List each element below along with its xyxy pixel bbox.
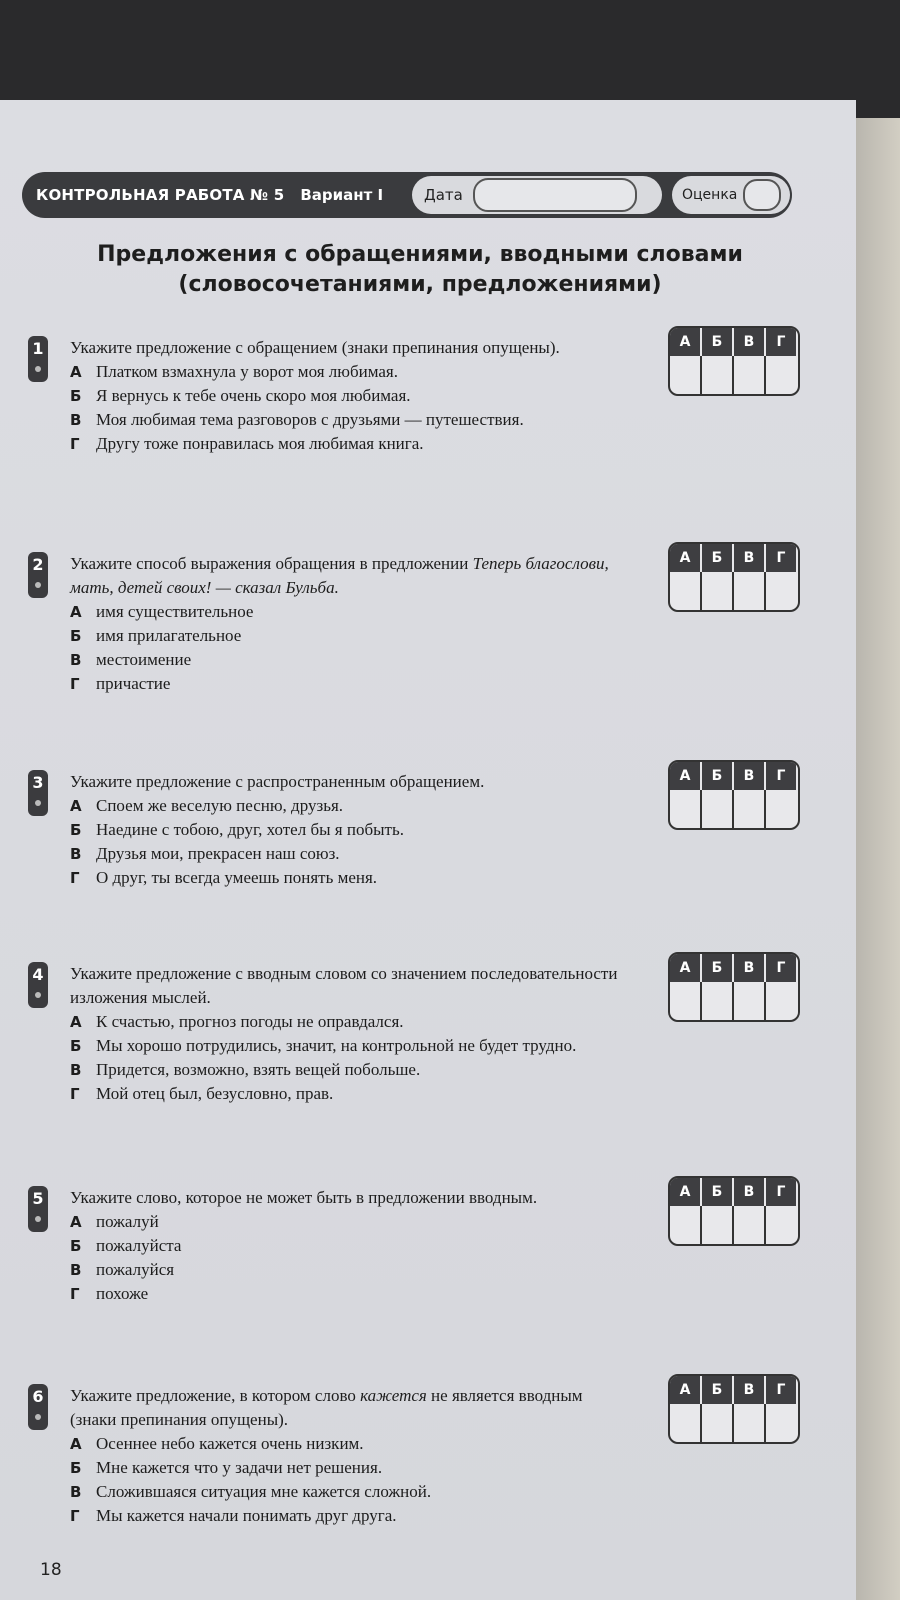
answer-grid bbox=[668, 1374, 800, 1444]
answer-cell[interactable] bbox=[734, 1404, 766, 1442]
page-number: 18 bbox=[40, 1560, 62, 1580]
option-a: А Споем же веселую песню, друзья. bbox=[70, 796, 344, 815]
answer-cell[interactable] bbox=[702, 356, 734, 394]
answer-cell[interactable] bbox=[766, 572, 798, 610]
grid-header-g: Г bbox=[766, 954, 798, 982]
answer-cell[interactable] bbox=[670, 790, 702, 828]
option-a: А Осеннее небо кажется очень низким. bbox=[70, 1434, 364, 1453]
grid-header-a: А bbox=[670, 544, 702, 572]
option-g: Г причастие bbox=[70, 674, 171, 693]
option-b: Б пожалуйста bbox=[70, 1236, 182, 1255]
option-v: В Сложившаяся ситуация мне кажется сложной. bbox=[70, 1482, 432, 1501]
question-number-badge: 4 bbox=[28, 962, 48, 1008]
grid-header-a: А bbox=[670, 328, 702, 356]
answer-cell[interactable] bbox=[734, 572, 766, 610]
grid-header-b: Б bbox=[702, 1178, 734, 1206]
question-text: Укажите предложение, в котором слово кажется не является вводным (знаки препинания опущены). bbox=[70, 1386, 583, 1429]
answer-cell[interactable] bbox=[702, 1404, 734, 1442]
date-label: Дата bbox=[424, 186, 463, 204]
question-3 bbox=[28, 770, 828, 890]
question-number-badge: 2 bbox=[28, 552, 48, 598]
question-text: Укажите предложение с вводным словом со значением последовательности изложения мыслей. bbox=[70, 964, 618, 1007]
grid-header-g: Г bbox=[766, 1178, 798, 1206]
option-g: Г похоже bbox=[70, 1284, 149, 1303]
option-v: В пожалуйся bbox=[70, 1260, 175, 1279]
grid-header-b: Б bbox=[702, 328, 734, 356]
option-g: Г Другу тоже понравилась моя любимая книга. bbox=[70, 434, 424, 453]
question-number-badge: 5 bbox=[28, 1186, 48, 1232]
option-g: Г О друг, ты всегда умеешь понять меня. bbox=[70, 868, 378, 887]
question-text: Укажите способ выражения обращения в предложении Теперь благослови, мать, детей своих! — сказал Бульба. bbox=[70, 554, 609, 597]
answer-cell[interactable] bbox=[670, 1404, 702, 1442]
answer-grid bbox=[668, 1176, 800, 1246]
answer-cell[interactable] bbox=[670, 356, 702, 394]
answer-cell[interactable] bbox=[734, 356, 766, 394]
option-a: А К счастью, прогноз погоды не оправдался. bbox=[70, 1012, 404, 1031]
answer-cell[interactable] bbox=[766, 1206, 798, 1244]
grid-header-b: Б bbox=[702, 544, 734, 572]
answer-cell[interactable] bbox=[734, 1206, 766, 1244]
date-input[interactable] bbox=[473, 178, 637, 212]
answer-cell[interactable] bbox=[766, 1404, 798, 1442]
grid-header-v: В bbox=[734, 762, 766, 790]
answer-grid bbox=[668, 952, 800, 1022]
option-b: Б имя прилагательное bbox=[70, 626, 242, 645]
grade-label: Оценка bbox=[682, 187, 738, 203]
grid-header-g: Г bbox=[766, 1376, 798, 1404]
option-g: Г Мы кажется начали понимать друг друга. bbox=[70, 1506, 397, 1525]
answer-cell[interactable] bbox=[702, 982, 734, 1020]
grid-header-b: Б bbox=[702, 1376, 734, 1404]
option-v: В Друзья мои, прекрасен наш союз. bbox=[70, 844, 340, 863]
option-v: В Придется, возможно, взять вещей побольше. bbox=[70, 1060, 421, 1079]
option-g: Г Мой отец был, безусловно, прав. bbox=[70, 1084, 334, 1103]
answer-cell[interactable] bbox=[766, 790, 798, 828]
question-6 bbox=[28, 1384, 828, 1528]
grade-field bbox=[672, 176, 790, 214]
option-b: Б Я вернусь к тебе очень скоро моя любимая. bbox=[70, 386, 411, 405]
question-text: Укажите предложение с обращением (знаки препинания опущены). bbox=[70, 338, 560, 357]
date-field bbox=[412, 176, 662, 214]
answer-cell[interactable] bbox=[670, 982, 702, 1020]
answer-cell[interactable] bbox=[734, 790, 766, 828]
option-a: А имя существительное bbox=[70, 602, 254, 621]
grid-header-a: А bbox=[670, 1178, 702, 1206]
grid-header-g: Г bbox=[766, 762, 798, 790]
answer-cell[interactable] bbox=[702, 790, 734, 828]
answer-cell[interactable] bbox=[702, 1206, 734, 1244]
question-number-badge: 1 bbox=[28, 336, 48, 382]
grid-header-g: Г bbox=[766, 328, 798, 356]
question-text: Укажите предложение с распространенным обращением. bbox=[70, 772, 485, 791]
question-2 bbox=[28, 552, 828, 696]
option-v: В местоимение bbox=[70, 650, 192, 669]
grade-input[interactable] bbox=[743, 179, 781, 211]
grid-header-v: В bbox=[734, 1178, 766, 1206]
grid-header-b: Б bbox=[702, 954, 734, 982]
answer-cell[interactable] bbox=[670, 572, 702, 610]
option-b: Б Мне кажется что у задачи нет решения. bbox=[70, 1458, 383, 1477]
grid-header-a: А bbox=[670, 954, 702, 982]
question-number-badge: 3 bbox=[28, 770, 48, 816]
option-b: Б Мы хорошо потрудились, значит, на контрольной не будет трудно. bbox=[70, 1036, 577, 1055]
question-5 bbox=[28, 1186, 828, 1306]
option-v: В Моя любимая тема разговоров с друзьями — путешествия. bbox=[70, 410, 524, 429]
grid-header-v: В bbox=[734, 1376, 766, 1404]
next-page-edge bbox=[856, 118, 900, 1600]
question-text: Укажите слово, которое не может быть в предложении вводным. bbox=[70, 1188, 538, 1207]
question-1 bbox=[28, 336, 828, 456]
grid-header-b: Б bbox=[702, 762, 734, 790]
answer-cell[interactable] bbox=[766, 356, 798, 394]
question-number-badge: 6 bbox=[28, 1384, 48, 1430]
answer-cell[interactable] bbox=[766, 982, 798, 1020]
option-b: Б Наедине с тобою, друг, хотел бы я побыть. bbox=[70, 820, 404, 839]
answer-cell[interactable] bbox=[734, 982, 766, 1020]
page-title: Предложения с обращениями, вводными словами (словосочетаниями, предложениями) bbox=[97, 242, 743, 297]
option-a: А Платком взмахнула у ворот моя любимая. bbox=[70, 362, 398, 381]
test-title: КОНТРОЛЬНАЯ РАБОТА № 5 bbox=[36, 186, 285, 204]
grid-header-v: В bbox=[734, 954, 766, 982]
grid-header-a: А bbox=[670, 762, 702, 790]
answer-grid bbox=[668, 542, 800, 612]
grid-header-g: Г bbox=[766, 544, 798, 572]
answer-cell[interactable] bbox=[670, 1206, 702, 1244]
test-header-band bbox=[22, 172, 792, 218]
answer-cell[interactable] bbox=[702, 572, 734, 610]
option-a: А пожалуй bbox=[70, 1212, 159, 1231]
answer-grid bbox=[668, 326, 800, 396]
answer-grid bbox=[668, 760, 800, 830]
grid-header-v: В bbox=[734, 328, 766, 356]
grid-header-v: В bbox=[734, 544, 766, 572]
grid-header-a: А bbox=[670, 1376, 702, 1404]
variant-label: Вариант I bbox=[300, 186, 384, 204]
question-4 bbox=[28, 962, 828, 1106]
